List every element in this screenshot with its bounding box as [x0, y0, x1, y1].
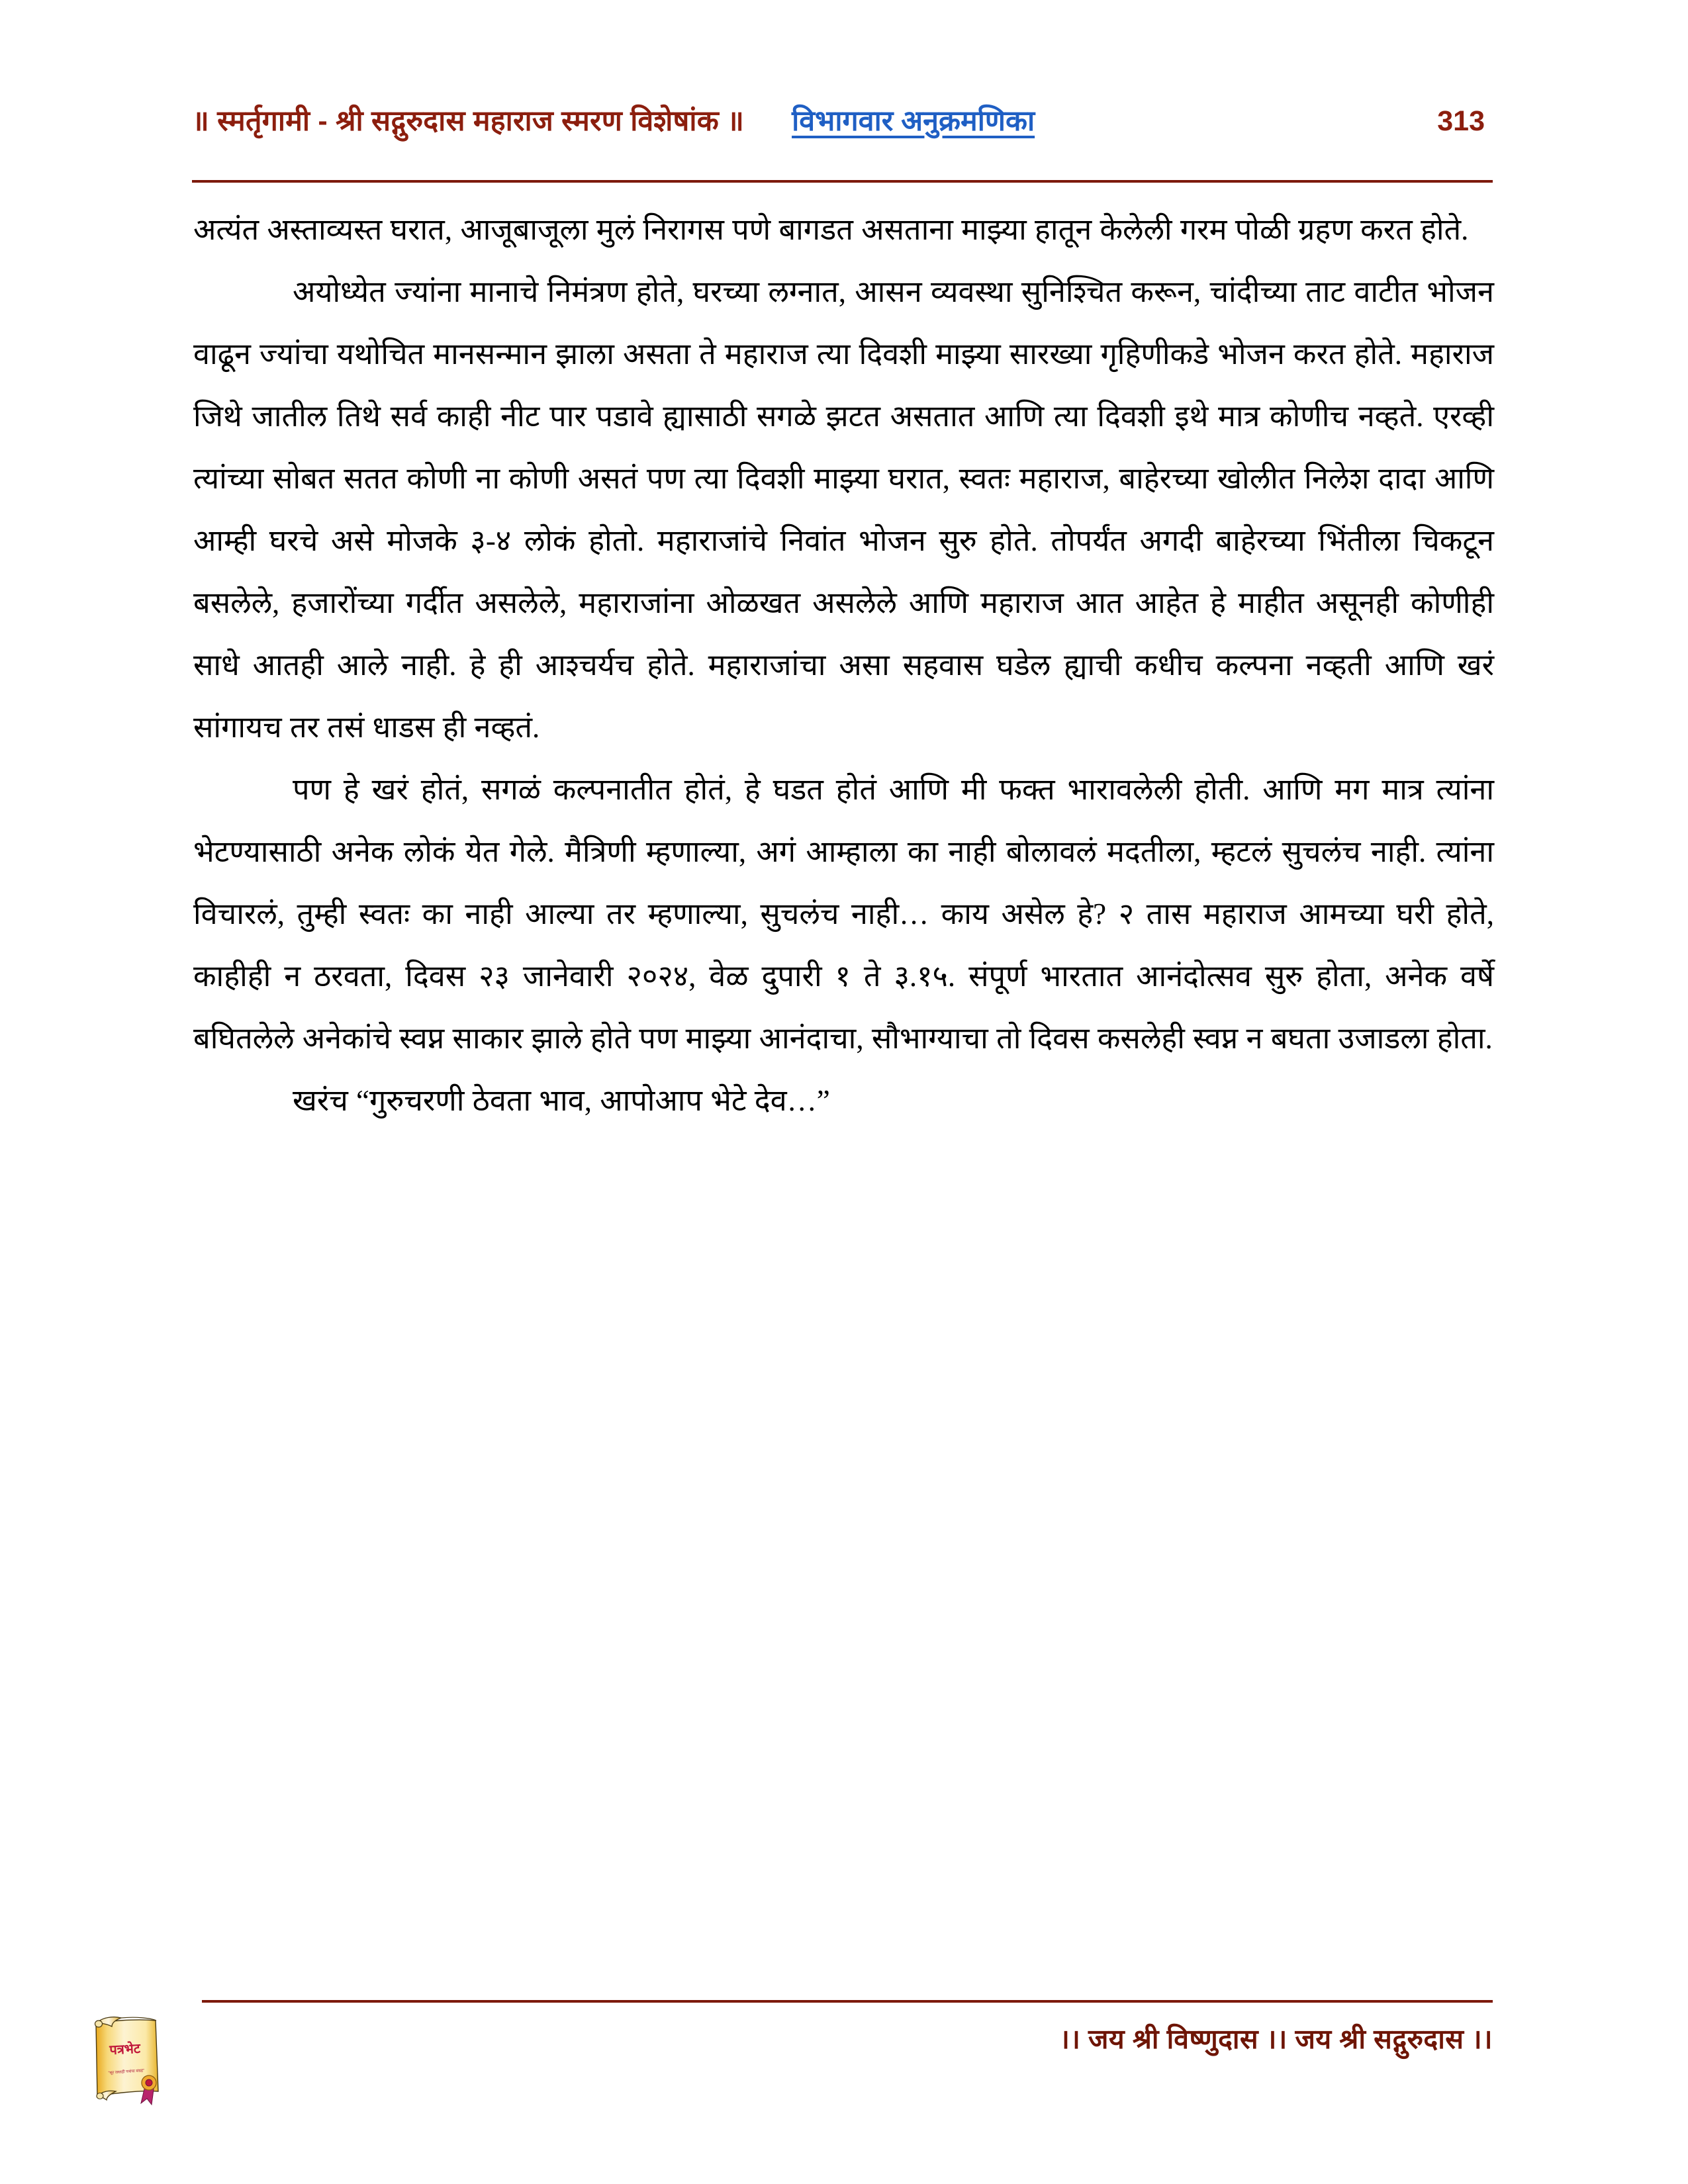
logo-label: पत्रभेट [109, 2041, 141, 2058]
header-title: ॥ स्मर्तृगामी - श्री सद्गुरुदास महाराज स्मरण विशेषांक ॥ [192, 105, 745, 137]
logo-tagline: “सूर जसाही पत्रांचा संग्रह” [108, 2069, 145, 2075]
scroll-icon [89, 2012, 167, 2106]
paragraph-2: अयोध्येत ज्यांना मानाचे निमंत्रण होते, घरच्या लग्नात, आसन व्यवस्था सुनिश्चित करून, चांदीच्या ताट वाटीत भोजन वाढून ज्यांचा यथोचित मानसन्मान झाला असता ते महाराज त्या दिवशी माझ्या सारख्या गृहिणीकडे भोजन करत होते. महाराज जिथे जातील तिथे सर्व काही नीट पार पडावे ह्यासाठी सगळे झटत असतात आणि त्या दिवशी इथे मात्र कोणीच नव्हते. एरव्ही त्यांच्या सोबत सतत कोणी ना कोणी असतं पण त्या दिवशी माझ्या घरात, स्वतः महाराज, बाहेरच्या खोलीत निलेश दादा आणि आम्ही घरचे असे मोजके ३-४ लोकं होतो. महाराजांचे निवांत भोजन सुरु होते. तोपर्यंत अगदी बाहेरच्या भिंतीला चिकटून बसलेले, हजारोंच्या गर्दीत असलेले, महाराजांना ओळखत असलेले आणि महाराज आत आहेत हे माहीत असूनही कोणीही साधे आतही आले नाही. हे ही आश्चर्यच होते. महाराजांचा असा सहवास घडेल ह्याची कधीच कल्पना नव्हती आणि खरं सांगायच तर तसं धाडस ही नव्हतं. [193, 275, 1494, 744]
vibhagvar-anukramanika-link[interactable]: विभागवार अनुक्रमणिका [792, 105, 1035, 137]
paragraph-3: पण हे खरं होतं, सगळं कल्पनातीत होतं, हे घडत होतं आणि मी फक्त भारावलेली होती. आणि मग मात्र त्यांना भेटण्यासाठी अनेक लोकं येत गेले. मैत्रिणी म्हणाल्या, अगं आम्हाला का नाही बोलावलं मदतीला, म्हटलं सुचलंच नाही. त्यांना विचारलं, तुम्ही स्वतः का नाही आल्या तर म्हणाल्या, सुचलंच नाही… काय असेल हे? २ तास महाराज आमच्या घरी होते, काहीही न ठरवता, दिवस २३ जानेवारी २०२४, वेळ दुपारी १ ते ३.१५. संपूर्ण भारतात आनंदोत्सव सुरु होता, अनेक वर्षे बघितलेले अनेकांचे स्वप्न साकार झाले होते पण माझ्या आनंदाचा, सौभाग्याचा तो दिवस कसलेही स्वप्न न बघता उजाडला होता. [193, 773, 1494, 1055]
page-header [192, 93, 1493, 150]
patrabhet-scroll-logo [89, 2012, 167, 2106]
paragraph-1: अत्यंत अस्ताव्यस्त घरात, आजूबाजूला मुलं निरागस पणे बागडत असताना माझ्या हातून केलेली गरम पोळी ग्रहण करत होते. [193, 213, 1469, 246]
article-body [193, 199, 1494, 1132]
paragraph-4-closing-quote: खरंच “गुरुचरणी ठेवता भाव, आपोआप भेटे देव…” [293, 1084, 830, 1117]
footer-invocation: ।। जय श्री विष्णुदास ।। जय श्री सद्गुरुदास ।। [1059, 2024, 1493, 2054]
header-divider [192, 180, 1493, 183]
footer-divider [202, 2000, 1493, 2003]
page-number: 313 [1437, 105, 1485, 137]
